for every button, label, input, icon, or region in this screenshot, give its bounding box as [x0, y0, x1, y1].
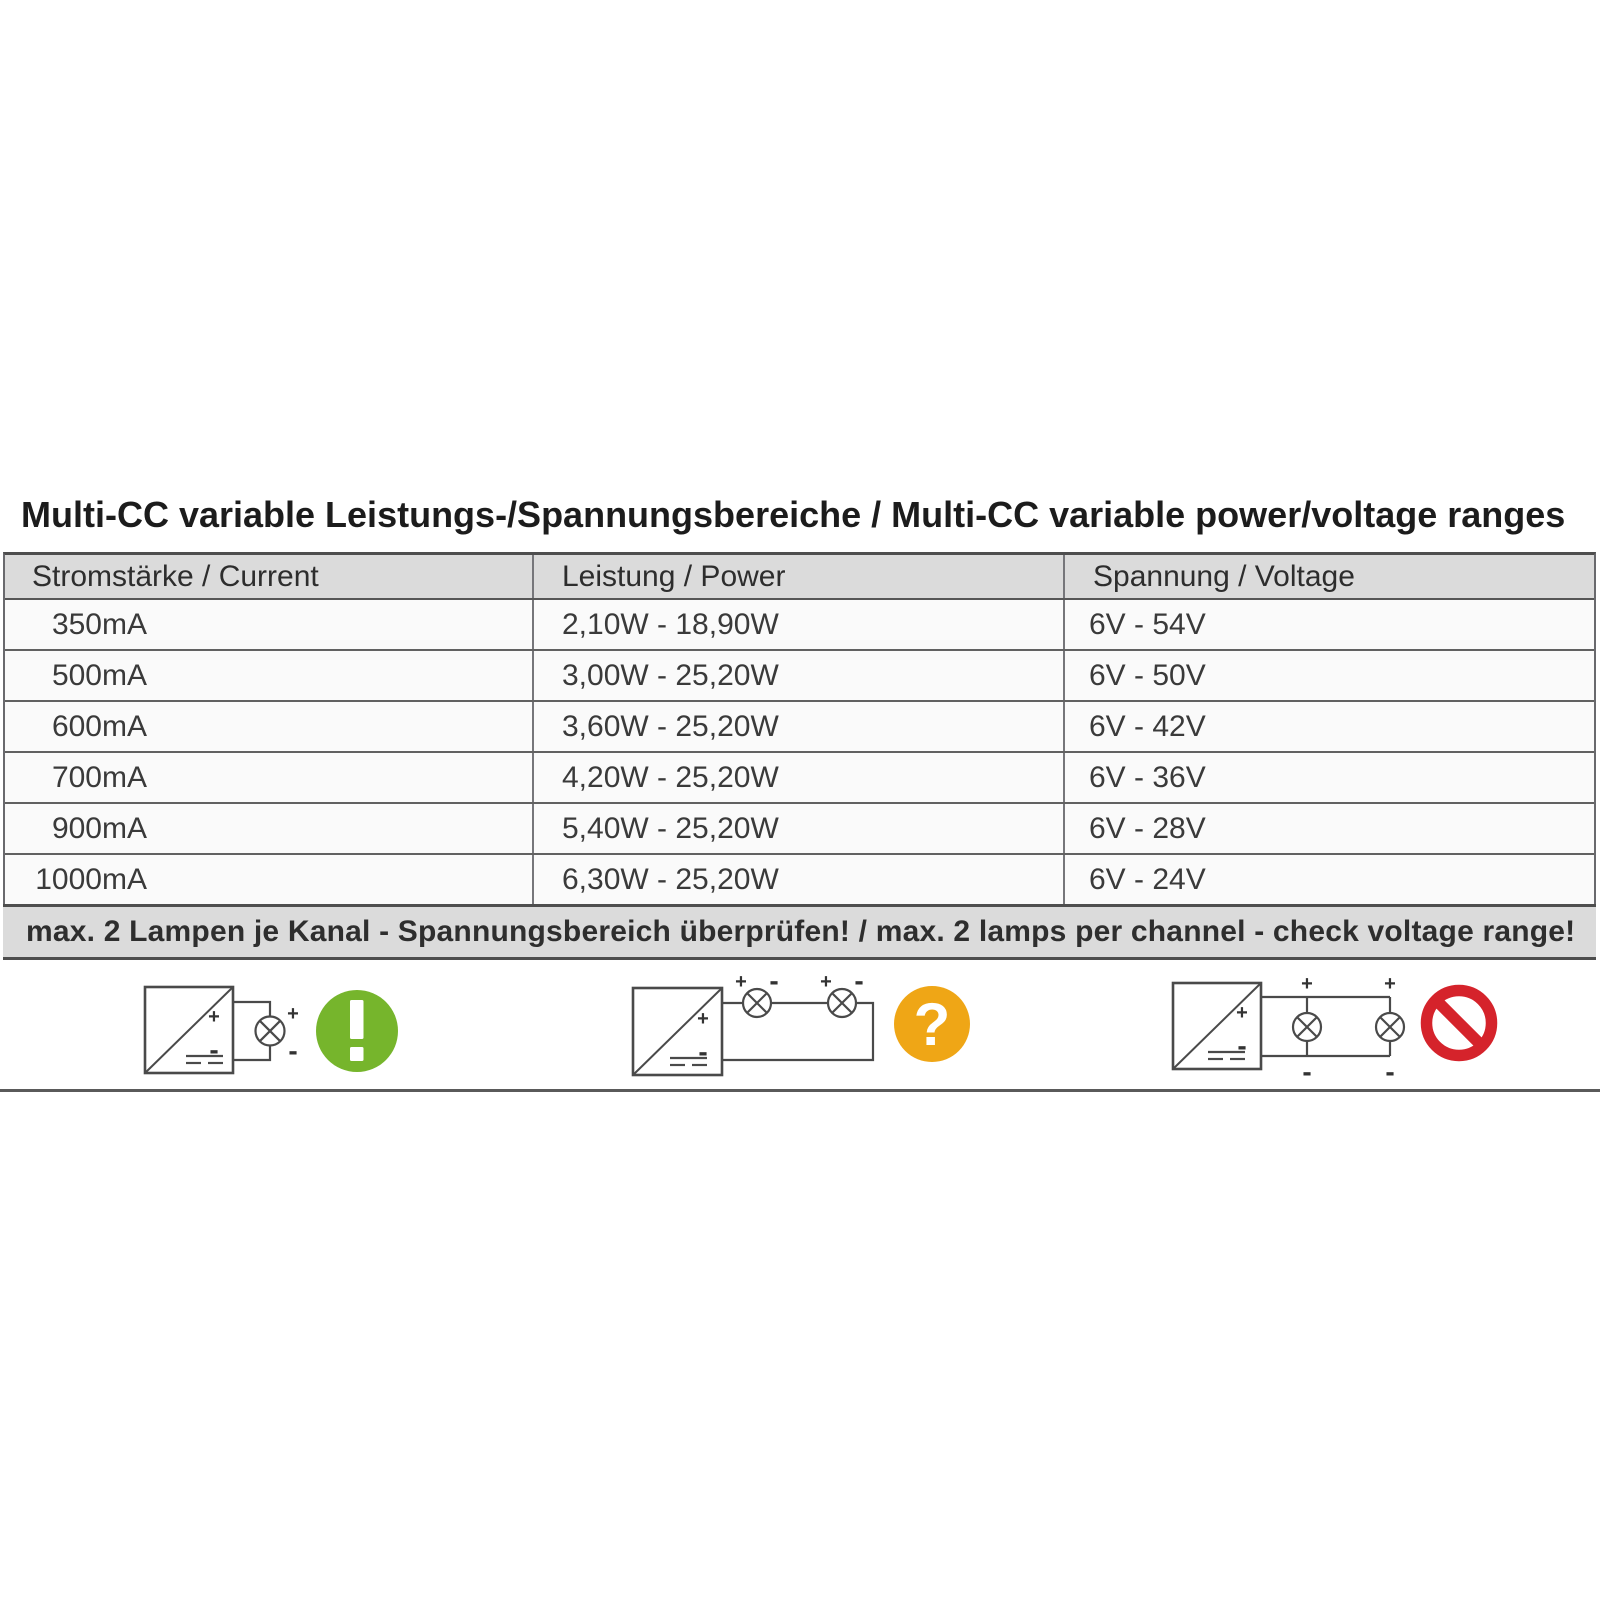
- lamp-symbol: [1376, 1013, 1404, 1041]
- lamp-symbol: [1293, 1013, 1321, 1041]
- exclamation-icon: [316, 990, 398, 1072]
- lamp-symbol: [256, 1017, 285, 1046]
- diagram-two-lamps-parallel: [1173, 973, 1492, 1087]
- lamp-symbol: [828, 989, 856, 1017]
- svg-text:-: -: [854, 965, 864, 996]
- voltage-cell: 6V - 36V: [1063, 753, 1594, 802]
- power-cell: 6,30W - 25,20W: [532, 855, 1063, 904]
- svg-text:+: +: [208, 1006, 220, 1028]
- svg-text:-: -: [1237, 1030, 1247, 1061]
- svg-text:-: -: [1302, 1056, 1312, 1087]
- header-power: Leistung / Power: [532, 555, 1063, 598]
- svg-text:+: +: [820, 971, 832, 993]
- warning-banner: max. 2 Lampen je Kanal - Spannungsbereich überprüfen! / max. 2 lamps per channel - check voltage range!: [3, 904, 1596, 960]
- current-cell: 1000mA: [35, 863, 147, 896]
- svg-text:+: +: [697, 1008, 709, 1030]
- svg-text:+: +: [1236, 1002, 1248, 1024]
- current-cell: 700mA: [51, 761, 147, 794]
- bottom-divider: [0, 1089, 1600, 1092]
- diagram-two-lamps-series: [633, 965, 970, 1075]
- voltage-cell: 6V - 50V: [1063, 651, 1594, 700]
- table-row: [5, 855, 1594, 904]
- power-cell: 5,40W - 25,20W: [532, 804, 1063, 853]
- svg-text:+: +: [735, 971, 747, 993]
- table-row: [5, 651, 1594, 702]
- voltage-cell: 6V - 24V: [1063, 855, 1594, 904]
- power-cell: 4,20W - 25,20W: [532, 753, 1063, 802]
- table-row: [5, 600, 1594, 651]
- lamp-symbol: [743, 989, 771, 1017]
- table-row: [5, 702, 1594, 753]
- svg-text:+: +: [1301, 973, 1313, 995]
- table-row: [5, 804, 1594, 855]
- current-cell: 900mA: [51, 812, 147, 845]
- current-cell: 350mA: [51, 608, 147, 641]
- no-entry-icon: [1427, 991, 1492, 1056]
- svg-text:-: -: [698, 1036, 708, 1067]
- led-driver-symbol: [633, 988, 722, 1075]
- power-cell: 3,00W - 25,20W: [532, 651, 1063, 700]
- header-current: Stromstärke / Current: [32, 560, 319, 593]
- question-icon: [894, 986, 970, 1062]
- wiring-diagrams: [0, 960, 1600, 1095]
- led-driver-symbol: [145, 987, 233, 1073]
- svg-text:-: -: [769, 965, 779, 996]
- wire: [233, 1002, 270, 1017]
- power-voltage-table: [3, 552, 1596, 904]
- header-voltage: Spannung / Voltage: [1063, 555, 1594, 598]
- table-header-row: [5, 555, 1594, 600]
- svg-text:-: -: [1385, 1056, 1395, 1087]
- svg-text:-: -: [288, 1035, 298, 1066]
- diagram-single-lamp-ok: [145, 987, 398, 1073]
- power-cell: 3,60W - 25,20W: [532, 702, 1063, 751]
- svg-text:?: ?: [913, 991, 951, 1058]
- voltage-cell: 6V - 28V: [1063, 804, 1594, 853]
- led-driver-symbol: [1173, 983, 1261, 1069]
- page-title: Multi-CC variable Leistungs-/Spannungsbereiche / Multi-CC variable power/voltage ranges: [21, 494, 1566, 535]
- wire: [233, 1046, 270, 1060]
- svg-text:+: +: [287, 1003, 299, 1025]
- voltage-cell: 6V - 42V: [1063, 702, 1594, 751]
- voltage-cell: 6V - 54V: [1063, 600, 1594, 649]
- current-cell: 500mA: [51, 659, 147, 692]
- svg-text:+: +: [1384, 973, 1396, 995]
- table-row: [5, 753, 1594, 804]
- svg-text:-: -: [209, 1034, 219, 1065]
- power-cell: 2,10W - 18,90W: [532, 600, 1063, 649]
- current-cell: 600mA: [51, 710, 147, 743]
